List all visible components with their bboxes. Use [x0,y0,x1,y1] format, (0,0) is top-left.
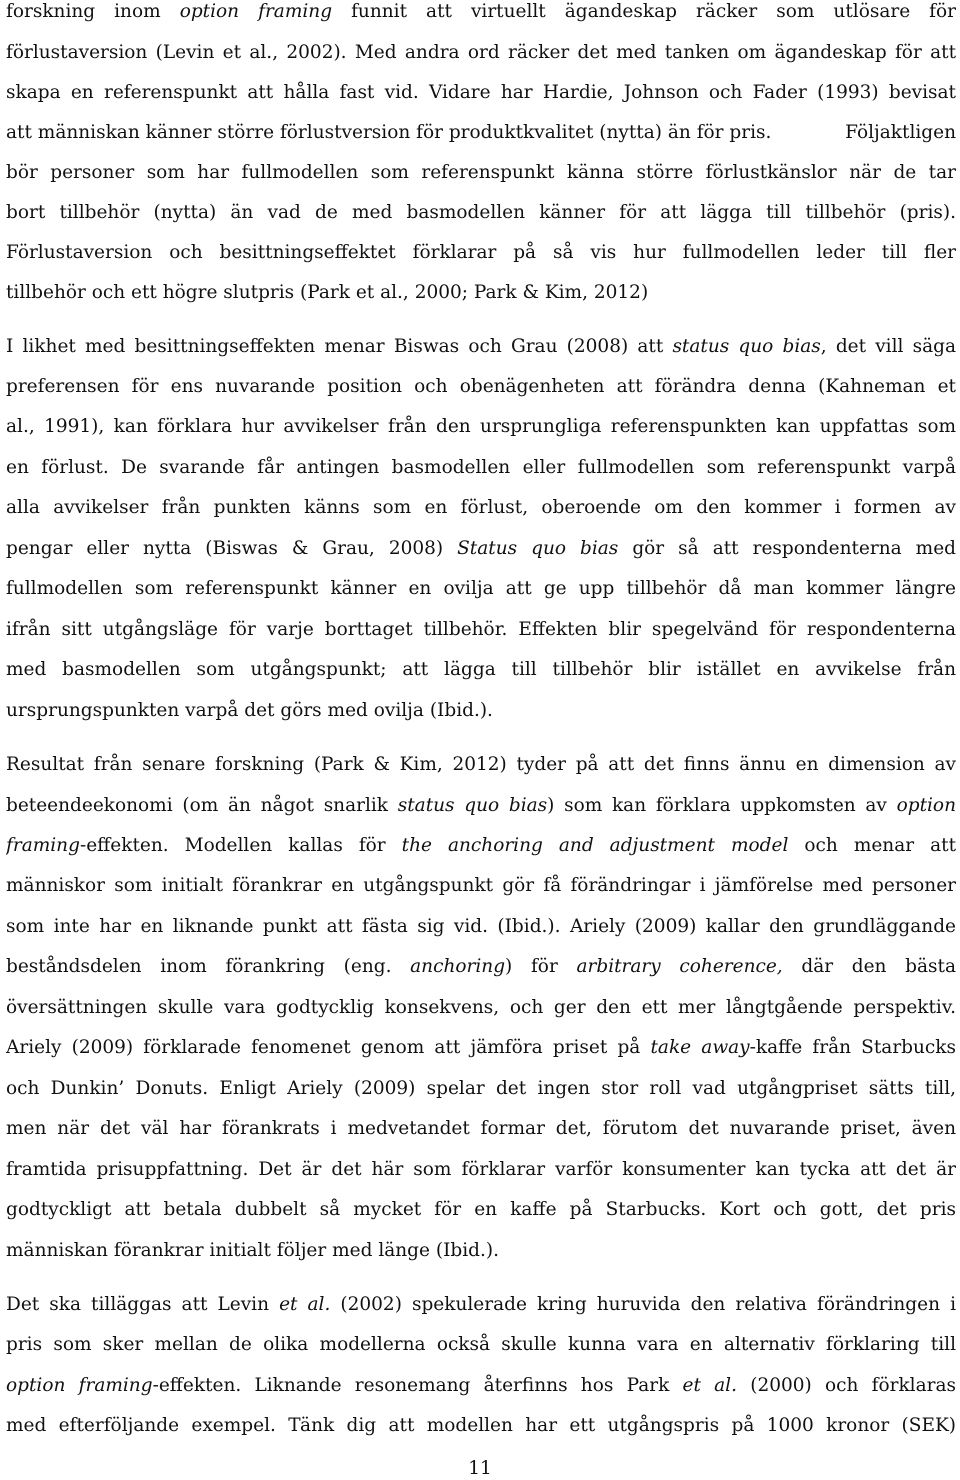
italic-run: Status quo bias [457,538,619,559]
text-line [6,1112,956,1146]
text-run: med basmodellen som utgångspunkt; att lägga till tillbehör blir istället en avvikelse från [6,659,956,680]
text-run: förlustaversion (Levin et al., 2002). Med andra ord räcker det med tanken om ägandeskap för att [6,42,956,63]
text-line [6,1031,956,1065]
text-run: funnit att virtuellt ägandeskap räcker som utlösare för [332,1,956,22]
text-run: att människan känner större förlustversion för produktkvalitet (nytta) än för pris. [6,122,772,143]
text-run: -effekten. Liknande resonemang återfinns hos Park [152,1375,683,1396]
text-run: alla avvikelser från punkten känns som en förlust, oberoende om den kommer i formen av [6,497,956,518]
text-run: pris som sker mellan de olika modellerna också skulle kunna vara en alternativ förklaring till [6,1334,956,1355]
text-run: människan förankrar initialt följer med länge (Ibid.). [6,1240,499,1261]
text-run: Det ska tilläggas att Levin [6,1294,280,1315]
text-line [6,1153,956,1187]
text-run: beteendeekonomi (om än något snarlik [6,795,398,816]
text-run: fullmodellen som referenspunkt känner en ovilja att ge upp tillbehör då man kommer längre [6,578,956,599]
text-line [6,991,956,1025]
text-line [6,451,956,485]
text-run: beståndsdelen inom förankring (eng. [6,956,411,977]
text-run: (2000) och förklaras [736,1375,956,1396]
text-run: människor som initialt förankrar en utgångspunkt gör få förändringar i jämförelse med personer [6,875,956,896]
text-run: pengar eller nytta (Biswas & Grau, 2008) [6,538,458,559]
text-run: skapa en referenspunkt att hålla fast vid. Vidare har Hardie, Johnson och Fader (1993) bevisat [6,82,956,103]
text-line [6,572,956,606]
text-run: där den bästa [782,956,956,977]
text-line [6,76,956,110]
italic-run: status quo bias [672,336,821,357]
text-run: översättningen skulle vara godtycklig konsekvens, och ger den ett mer långtgående perspektiv. [6,997,956,1018]
text-run: framtida prisuppfattning. Det är det här som förklarar varför konsumenter kan tycka att det är [6,1159,956,1180]
text-line [6,116,806,150]
italic-run: the anchoring and adjustment model [401,835,789,856]
italic-run: option framing [179,1,333,22]
italic-run: framing [6,835,80,856]
text-run: , det vill säga [820,336,956,357]
text-line [6,370,956,404]
italic-run: option [896,795,956,816]
text-run: Följaktligen [845,122,956,143]
text-run: preferensen för ens nuvarande position och obenägenheten att förändra denna (Kahneman et [6,376,956,397]
text-run: men när det väl har förankrats i medvetandet formar det, förutom det nuvarande priset, även [6,1118,956,1139]
italic-run: status quo bias [397,795,548,816]
text-line [6,869,956,903]
text-run: ) som kan förklara uppkomsten av [547,795,897,816]
text-line [6,0,956,29]
text-line [6,829,956,863]
text-run: tillbehör och ett högre slutpris (Park et al., 2000; Park & Kim, 2012) [6,282,649,303]
text-run: Ariely (2009) förklarade fenomenet genom att jämföra priset på [6,1037,651,1058]
text-line [6,748,956,782]
text-line [6,196,956,230]
text-run: godtyckligt att betala dubbelt så mycket för en kaffe på Starbucks. Kort och gott, det pris [6,1199,956,1220]
italic-run: anchoring [410,956,506,977]
text-line [6,532,956,566]
text-run: (2002) spekulerade kring huruvida den relativa förändringen i [330,1294,956,1315]
text-run: en förlust. De svarande får antingen basmodellen eller fullmodellen som referenspunkt varpå [6,457,956,478]
text-line [6,236,956,270]
text-line [6,1369,956,1403]
text-line [6,789,956,823]
text-line [6,950,956,984]
text-run: al., 1991), kan förklara hur avvikelser från den ursprungliga referenspunkten kan uppfattas som [6,416,956,437]
text-run: Resultat från senare forskning (Park & Kim, 2012) tyder på att det finns ännu en dimension av [6,754,956,775]
text-run: med efterföljande exempel. Tänk dig att modellen har ett utgångspris på 1000 kronor (SEK) [6,1415,956,1436]
italic-run: option framing [6,1375,153,1396]
text-line [6,694,956,728]
page-number: 11 [468,1458,492,1479]
text-run: ) för [505,956,577,977]
text-run: -kaffe från Starbucks [749,1037,956,1058]
text-run: ursprungspunkten varpå det görs med ovilja (Ibid.). [6,700,493,721]
text-run: ifrån sitt utgångsläge för varje borttaget tillbehör. Effekten blir spegelvänd för respondenterna [6,619,956,640]
text-run: som inte har en liknande punkt att fästa sig vid. (Ibid.). Ariely (2009) kallar den grundläggande [6,916,956,937]
text-line [6,330,956,364]
text-run: Förlustaversion och besittningseffektet förklarar på så vis hur fullmodellen leder till fler [6,242,956,263]
text-run: gör så att respondenterna med [618,538,956,559]
text-line [6,613,956,647]
text-line [822,116,956,150]
italic-run: et al. [682,1375,737,1396]
text-line [6,1072,956,1106]
text-run: forskning inom [6,1,180,22]
text-line [6,1288,956,1322]
text-line [6,36,956,70]
text-line [6,1409,956,1443]
text-line [6,653,956,687]
italic-run: take away [650,1037,750,1058]
text-run: bort tillbehör (nytta) än vad de med basmodellen känner för att lägga till tillbehör (pris). [6,202,956,223]
text-line [6,491,956,525]
text-line [6,410,956,444]
text-run: och Dunkin’ Donuts. Enligt Ariely (2009) spelar det ingen stor roll vad utgångpriset sätts till, [6,1078,956,1099]
text-run: -effekten. Modellen kallas för [79,835,402,856]
text-run: bör personer som har fullmodellen som referenspunkt känna större förlustkänslor när de tar [6,162,956,183]
text-run: och menar att [788,835,956,856]
italic-run: arbitrary coherence, [576,956,783,977]
text-line [6,1328,956,1362]
text-line [6,910,956,944]
text-line [6,1193,956,1227]
text-line [6,1234,956,1268]
italic-run: et al. [279,1294,331,1315]
text-line [6,156,956,190]
text-run: I likhet med besittningseffekten menar Biswas och Grau (2008) att [6,336,673,357]
text-line [6,276,956,310]
